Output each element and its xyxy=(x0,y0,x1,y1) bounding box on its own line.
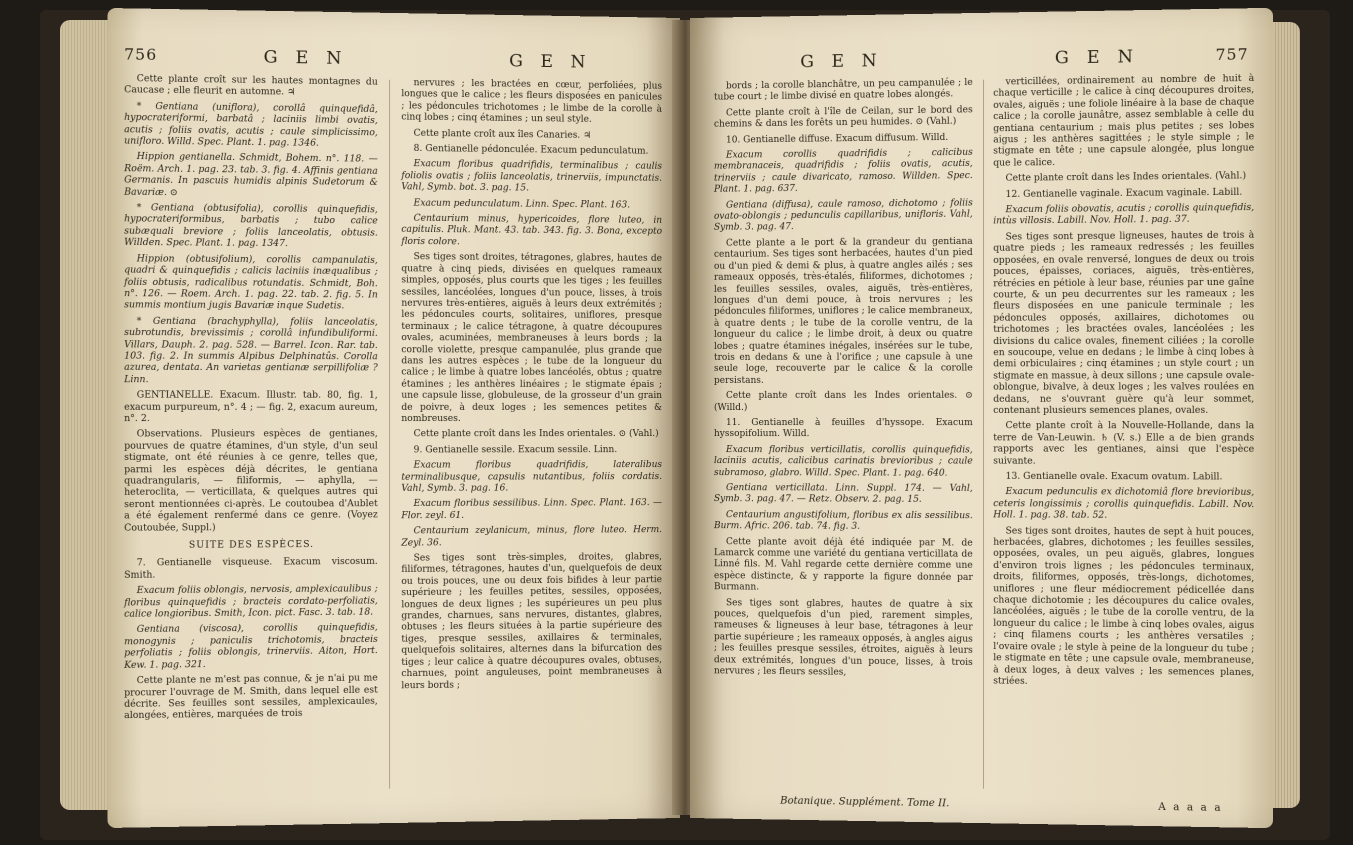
paragraph: bords ; la corolle blanchâtre, un peu campanulée ; le tube court ; le limbe divisé en quatre lobes alongés. xyxy=(713,77,973,104)
paragraph: * Gentiana (brachyphylla), foliis lanceolatis, subrotundis, brevissimis ; corollâ infundibuliformi. Villars, Dauph. 2. pag. 528. — Barrel. Icon. Rar. tab. 103. fig. 2. In summis Alpibus Delphinatûs. Corolla azurea, dentata. An varietas gentianæ serpillifoliæ ? Linn. xyxy=(124,316,378,386)
left-column-1 xyxy=(124,74,378,727)
paragraph: Ses tiges sont droites, hautes de sept à huit pouces, herbacées, glabres, dichotomes ; les feuilles sessiles, opposées, ovales, un peu aiguës, glabres, longues d'environ trois lignes ; les pédoncules terminaux, droits, filiformes, opposés, très-longs, dichotomes, uniflores ; une fleur médiocrement pédicellée dans chaque dichotomie ; les découpures du calice ovales, lancéolées, aiguës ; le tube de la corolle ventru, de la longueur du calice ; le limbe à cinq lobes ovales, aigus ; cinq filamens courts ; les anthères versatiles ; l'ovaire ovale ; le style à peine de la longueur du tube ; le stigmate en tête ; une capsule ovale, membraneuse, à deux loges, à deux valves ; les semences planes, striées. xyxy=(993,526,1255,687)
column-rule xyxy=(389,80,390,789)
paragraph: Exacum pedunculatum. Linn. Spec. Plant. 163. xyxy=(413,198,631,211)
paragraph: Cette plante avoit déjà été indiquée par M. de Lamarck comme une variété du gentiana verticillata de Linné fils. M. Vahl regarde cette dernière comme une espèce distincte, & y rapporte la figure donnée par Burmann. xyxy=(713,536,973,593)
paragraph: 13. Gentianelle ovale. Exacum ovatum. Labill. xyxy=(1005,471,1223,483)
paragraph: 7. Gentianelle visqueuse. Exacum viscosum. Smith. xyxy=(124,557,378,581)
paragraph: Exacum pedunculis ex dichotomiâ flore brevioribus, ceteris longissimis ; corollis quinquefidis. Labill. Nov. Holl. 1. pag. 38. tab. 52. xyxy=(993,487,1255,522)
page-footer: Botanique. Supplément. Tome II. xyxy=(780,795,950,810)
paragraph: Exacum floribus sessilibus. Linn. Spec. Plant. 163. — Flor. zeyl. 61. xyxy=(401,498,663,522)
right-column-2 xyxy=(993,74,1254,695)
paragraph: Ses tiges sont très-simples, droites, glabres, filiformes, tétragones, hautes d'un, quelquefois de deux ou trois pouces, une ou deux fois bifides à leur partie supérieure ; les feuilles petites, sessiles, opposées, longues de deux lignes ; les supérieures un peu plus grandes, charnues, sans nervures, distantes, glabres, obtuses ; les fleurs situées à la partie supérieure des tiges, presque sessiles, axillaires & terminales, quelquefois solitaires, alternes dans la bifurcation des tiges ; leur calice à quatre découpures ovales, obtuses, charnues, point anguleuses, point membraneuses à leurs bords ; xyxy=(401,552,663,691)
left-running-head xyxy=(107,45,680,73)
paragraph: 8. Gentianelle pédonculée. Exacum pedunculatum. xyxy=(413,143,649,157)
paragraph: Observations. Plusieurs espèces de gentianes, pourvues de quatre étamines, d'un style, d'un seul stigmate, ont été réunies à ce genre, telles que, parmi les espèces déjà décrites, le gentiana quadrangularis, — filiformis, — aphylla, — heteroclita, — verticillata, & quelques autres qui seront mentionnées ci-après. Le coutoubea d'Aublet a été également renfermé dans ce genre. (Voyez Coutoubée, Suppl.) xyxy=(124,429,378,534)
paragraph: Ses tiges sont glabres, hautes de quatre à six pouces, quelquefois d'un pied, rarement simples, rameuses & ligneuses à leur base, tétragones à leur partie supérieure ; les rameaux opposés, à angles aigus ; les feuilles presque sessiles, étroites, aiguës à leurs deux extrémités, longues d'un pouce, lisses, à trois nervures ; les fleurs sessiles, xyxy=(713,597,973,678)
left-header-left: G E N xyxy=(263,47,348,70)
left-page-number: 756 xyxy=(124,45,158,65)
paragraph: Cette plante croît à l'île de Ceilan, sur le bord des chemins & dans les forêts un peu humides. ⊙ (Vahl.) xyxy=(713,104,973,130)
right-header-right: G E N xyxy=(1054,46,1140,69)
paragraph: Gentiana verticillata. Linn. Suppl. 174. — Vahl, Symb. 3. pag. 47. — Retz. Observ. 2. pag. 15. xyxy=(713,483,973,506)
paragraph: Centaurium angustifolium, floribus ex alis sessilibus. Burm. Afric. 206. tab. 74. fig. 3. xyxy=(713,509,973,533)
paragraph: Centaurium zeylanicum, minus, flore luteo. Herm. Zeyl. 36. xyxy=(401,525,663,549)
paragraph: Ses tiges sont droites, tétragones, glabres, hautes de quatre à cinq pieds, divisées en quelques rameaux simples, opposés, plus courts que les tiges ; les feuilles sessiles, lancéolées, longues d'un pouce, lisses, à trois nervures très-entières, aiguës à leurs deux extrémités ; les pédoncules courts, solitaires, uniflores, presque terminaux ; le calice tétragone, à quatre découpures ovales, acuminées, membraneuses à leurs bords ; la corolle violette, presque campanulée, plus grande que dans les autres espèces ; le tube de la longueur du calice ; le limbe à quatre lobes lancéolés, obtus ; quatre étamines ; les anthères linéaires ; le stigmate épais ; une capsule lisse, globuleuse, de la grosseur d'un grain de poivre, à deux loges ; les semences petites & nombreuses. xyxy=(401,252,663,425)
paragraph: Gentiana (viscosa), corollis quinquefidis, monogynis ; paniculis trichotomis, bracteis perfoliatis ; foliis oblongis, trinerviis. Aiton, Hort. Kew. 1. pag. 321. xyxy=(124,623,378,671)
paragraph: Cette plante ne m'est pas connue, & je n'ai pu me procurer l'ouvrage de M. Smith, dans lequel elle est décrite. Ses feuilles sont sessiles, amplexicaules, alongées, entières, marquées de trois xyxy=(124,673,378,722)
left-column-2 xyxy=(401,78,662,696)
paragraph: Hippion (obtusifolium), corollis campanulatis, quadri & quinquefidis ; calicis laciniis inæqualibus ; foliis obtusis, radicalibus rotundatis. Schmidt, Boh. n°. 126. — Roem. Arch. 1. pag. 22. tab. 2. fig. 5. In summis montium jugis Bavariæ inque Sudetis. xyxy=(124,253,378,312)
paragraph: Hippion gentianella. Schmidt, Bohem. n°. 118. — Roëm. Arch. 1. pag. 23. tab. 3. fig. 4. Affinis gentiana Germanis. In pascuis humidis alpinis Sudetorum & Bavariæ. ⊙ xyxy=(124,152,378,198)
paragraph: Exacum foliis oblongis, nervosis, amplexicaulibus ; floribus quinquefidis ; bracteis cordato-perfoliatis, calice longioribus. Smith, Icon. pict. Fasc. 3. tab. 18. xyxy=(124,584,378,620)
paragraph: 11. Gentianelle à feuilles d'hyssope. Exacum hyssopifolium. Willd. xyxy=(713,417,973,440)
paragraph: Cette plante croît sur les hautes montagnes du Caucase ; elle fleurit en automne. ♃ xyxy=(124,74,378,99)
right-header-left: G E N xyxy=(800,50,883,73)
paragraph: Cette plante croît dans les Indes orientales. ⊙ (Vahl.) xyxy=(413,429,659,440)
paragraph: Centaurium minus, hypericoides, flore luteo, in capitulis. Pluk. Mant. 43. tab. 343. fig. 3. Bona, excepto floris colore. xyxy=(401,213,663,248)
right-page xyxy=(690,8,1273,828)
paragraph: Gentiana (diffusa), caule ramoso, dichotomo ; foliis ovato-oblongis ; pedunculis capillaribus, unifloris. Vahl, Symb. 3. pag. 47. xyxy=(713,197,973,234)
paragraph: Cette plante croît à la Nouvelle-Hollande, dans la terre de Van-Leuwin. ♄ (V. s.) Elle a de bien grands rapports avec les gentianes, ainsi que l'espèce suivante. xyxy=(993,421,1255,467)
column-rule xyxy=(983,80,984,789)
right-page-number: 757 xyxy=(1215,45,1249,65)
left-page xyxy=(107,8,680,828)
paragraph: Exacum foliis obovatis, acutis ; corollis quinquefidis, intùs villosis. Labill. Nov. Holl. 1. pag. 37. xyxy=(993,202,1255,227)
paragraph: Ses tiges sont presque ligneuses, hautes de trois à quatre pieds ; les rameaux redressés ; les feuilles opposées, en ovale renversé, longues de deux ou trois pouces, épaisses, coriaces, aiguës, très-entières, rétrécies en pétiole à leur base, réunies par une gaîne courte, & un peu decurrentes sur les rameaux ; les fleurs disposées en une panicule terminale ; les pédoncules opposés, axillaires, dichotomes ou trichotomes ; les bractées ovales, lancéolées ; les divisions du calice ovales, finement ciliées ; la corolle en soucoupe, velue en dedans ; le limbe à cinq lobes à demi orbiculaires ; cinq étamines ; un style court ; un stigmate en massue, à deux sillons ; une capsule ovale-oblongue, bivalve, à deux loges ; les valves roulées en dedans, ne s'ouvrant guère qu'à leur sommet, contenant plusieurs semences planes, ovales. xyxy=(993,230,1255,416)
paragraph: Cette plante a le port & la grandeur du gentiana centaurium. Ses tiges sont herbacées, hautes d'un pied ou d'un pied & demi & plus, à quatre angles ailés ; ses rameaux opposés, très-étalés, filiformes, dichotomes ; les feuilles sessiles, ovales, aiguës, très-entières, longues d'un demi pouce, à trois nervures ; les pédoncules filiformes, uniflores ; le calice membraneux, à quatre dents ; le tube de la corolle ventru, de la longueur du calice ; le limbe droit, à deux ou quatre lobes ; quatre étamines inégales, insérées sur le tube, trois en dedans & une à l'orifice ; une capsule à une seule loge, recouverte par le calice & la corolle persistans. xyxy=(713,236,973,386)
paragraph: verticillées, ordinairement au nombre de huit à chaque verticille ; le calice à cinq découpures droites, ovales, aiguës ; une foliole linéaire à la base de chaque calice ; la corolle jaunâtre, assez semblable à celle du gentiana centaurium ; mais plus petites ; ses lobes aigus ; les anthères sagittées ; le style simple ; le stigmate en tête ; une capsule alongée, plus longue que le calice. xyxy=(993,73,1255,169)
paragraph: Exacum floribus quadrifidis, terminalibus ; caulis foliolis ovatis ; foliis lanceolatis, trinerviis, impunctatis. Vahl, Symb. bot. 3. pag. 15. xyxy=(401,159,663,194)
paragraph: Cette plante croît dans les Indes orientales. (Vahl.) xyxy=(1005,171,1247,185)
paragraph: Exacum floribus verticillatis, corollis quinquefidis, laciniis acutis, calicibus carinatis brevioribus ; caule subramoso, glabro. Willd. Spec. Plant. 1. pag. 640. xyxy=(713,444,973,479)
left-header-right: G E N xyxy=(509,51,592,73)
paragraph: 10. Gentianelle diffuse. Exacum diffusum. Willd. xyxy=(725,132,949,146)
paragraph: 12. Gentianelle vaginale. Exacum vaginale. Labill. xyxy=(1005,187,1243,200)
section-heading: SUITE DES ESPÈCES. xyxy=(188,539,315,551)
paragraph: Exacum floribus quadrifidis, lateralibus terminalibusque, capsulis nutantibus, foliis cordatis. Vahl, Symb. 3. pag. 16. xyxy=(401,460,663,494)
right-column-1 xyxy=(714,78,973,685)
paragraph: nervures ; les bractées en cœur, perfoliées, plus longues que le calice ; les fleurs disposées en panicules ; les pédoncules trichotomes ; le limbe de la corolle à cinq lobes ; cinq étamines ; un seul style. xyxy=(401,78,663,126)
paragraph: Cette plante croît dans les Indes orientales. ⊙ (Willd.) xyxy=(713,390,973,413)
paragraph: Cette plante croît aux îles Canaries. ♃ xyxy=(413,128,592,141)
paragraph: Exacum corollis quadrifidis ; calicibus membranaceis, quadrifidis ; foliis ovatis, acutis, trinerviis ; caule divaricato, ramoso. Willden. Spec. Plant. 1. pag. 637. xyxy=(713,147,973,196)
paragraph: * Gentiana (uniflora), corollâ quinquefidâ, hypocrateriformi, barbatâ ; laciniis limbi ovatis, acutis ; foliis ovatis, acutis ; caule simplicissimo, unifloro. Willd. Spec. Plant. 1. pag. 1346. xyxy=(124,101,378,149)
paragraph: GENTIANELLE. Exacum. Illustr. tab. 80, fig. 1, exacum purpureum, n°. 4 ; — fig. 2, exacum aureum, n°. 2. xyxy=(124,390,378,425)
right-running-head xyxy=(690,45,1273,73)
signature-mark: A a a a a xyxy=(1158,801,1223,815)
paragraph: * Gentiana (obtusifolia), corollis quinquefidis, hypocrateriformibus, barbatis ; tubo calice subæquali breviore ; foliis lanceolatis, obtusis. Willden. Spec. Plant. 1. pag. 1347. xyxy=(124,203,378,250)
paragraph: 9. Gentianelle sessile. Exacum sessile. Linn. xyxy=(413,444,618,456)
